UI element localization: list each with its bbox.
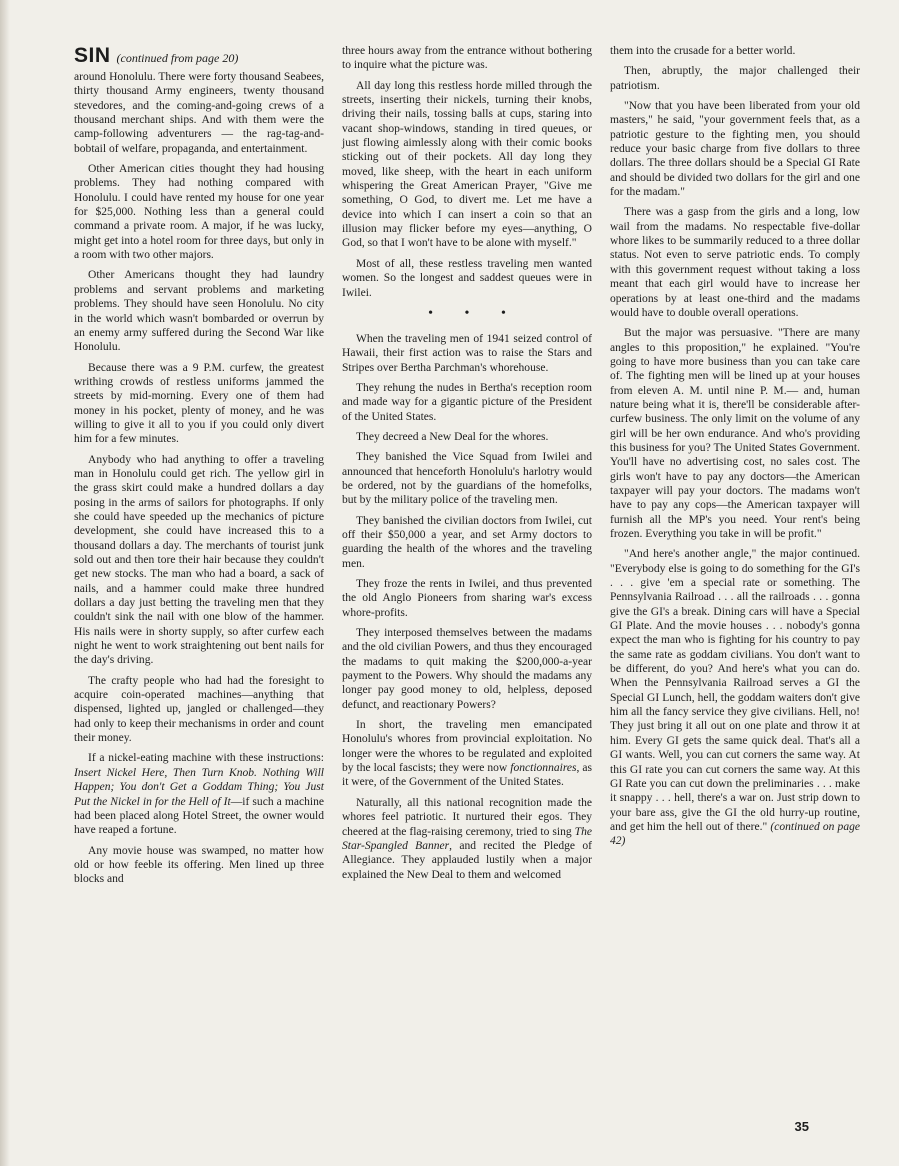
- paragraph: them into the crusade for a better world.: [610, 45, 796, 57]
- text-run: In short, the traveling men emancipated Honolulu's whores from provincial exploitation. No longer were the whores to be regulated and exploited by the local fascists; they were now: [342, 719, 592, 775]
- paragraph: Other Americans thought they had laundry problems and servant problems and marketing problems. They should have seen Honolulu. No city in the world which wasn't bombarded or overrun by an enemy army suffered during the Second War like Honolulu.: [74, 269, 324, 354]
- italic-text-run: The Star-Spangled Banner: [342, 825, 592, 852]
- page-gutter-shadow: [0, 0, 10, 1166]
- continued-on-note: (continued on page 42): [610, 820, 860, 848]
- paragraph: They rehung the nudes in Bertha's reception room and made way for a gigantic picture of the President of the United States.: [342, 381, 592, 423]
- paragraph: [74, 751, 324, 837]
- paragraph: three hours away from the entrance without bothering to inquire what the picture was.: [342, 45, 592, 72]
- paragraph: All day long this restless horde milled through the streets, inserting their nickels, turning their knobs, driving their nails, tossing balls at cups, staring into vacant shop-windows, standing in tired queues, or just flowing aimlessly along with their comic books sticking out of their pockets. All day long they moved, like sheep, with the heart in each uniform whispering the Great American Prayer, "Give me something, O God, to divert me. Let me have a device into which I can insert a coin so that an illusion may flicker before my eyes—anything, O God, so that I won't have to be alone with myself.": [342, 79, 592, 250]
- article-title: SIN: [74, 44, 111, 67]
- paragraph: Most of all, these restless traveling men wanted women. So the longest and saddest queues were in Iwilei.: [342, 257, 592, 299]
- paragraph: [610, 547, 860, 848]
- paragraph: They froze the rents in Iwilei, and thus prevented the old Anglo Pioneers from sharing war's excess whore-profits.: [342, 578, 592, 619]
- paragraph: Because there was a 9 P.M. curfew, the greatest writhing crowds of restless uniforms jammed the streets by mid-morning. Every one of them had money in his pocket, plenty of money, and he was willing to give it all to you if you could only divert him for a few minutes.: [74, 361, 324, 446]
- paragraph: When the traveling men of 1941 seized control of Hawaii, their first action was to raise the Stars and Stripes over Bertha Parchman's whorehouse.: [342, 332, 592, 374]
- section-break-dots: • • •: [428, 305, 520, 321]
- paragraph: They banished the Vice Squad from Iwilei and announced that henceforth Honolulu's harlotry would be ordered, not by the guardians of the homefolks, but by the military police of the traveling men.: [342, 451, 592, 507]
- paragraph: There was a gasp from the girls and a long, low wail from the madams. No respectable five-dollar whore likes to be summarily reduced to a three dollar status. Not even to serve patriotic ends. To comply with this government request without taking a loss meant that each girl would have to increase her operations by at least one-third and the madams would have to double overall operations.: [610, 206, 860, 319]
- paragraph: They banished the civilian doctors from Iwilei, cut off their $50,000 a year, and set Army doctors to guarding the health of the whores and the traveling men.: [342, 514, 592, 570]
- text-run: , and recited the Pledge of Allegiance. They applauded lustily when a major explained the New Deal to them and welcomed: [342, 839, 592, 881]
- paragraph: "Now that you have been liberated from your old masters," he said, "your government feels that, as a patriotic gesture to the fighting men, you should reduce your basic charge from five dollars to three dollars. The three dollars should be a Special GI Rate and should be divided two dollars for the girl and one for the madam.": [610, 100, 860, 199]
- column-3: [610, 44, 860, 893]
- paragraph: [342, 796, 592, 882]
- paragraph: around Honolulu. There were forty thousand Seabees, thirty thousand Army engineers, twenty thousand stevedores, and the coming-and-going crews of a thousand merchant ships. And with them were the camp-following adventurers — the rag-tag-and-bobtail of welfare, propaganda, and entertainment.: [74, 71, 324, 155]
- text-run: "And here's another angle," the major continued. "Everybody else is going to do something for the GI's . . . give 'em a special rate or something. The Pennsylvania Railroad . . . all the railroads . . . gonna give the GI's a break. Dining cars will have a Special GI Plate. And the movie houses . . . nobody's gonna expect the man who is fighting for his country to pay the same rate as goddam civilians. You don't want to be different, do you? And here's what you can do. When the Pennsylvania Railroad serves a GI the Special GI Lunch, hell, the goddam waiters don't give him all the fancy service they give civilians. Hell, no! They just bring it all out on one plate and throw it at him. Every GI gets the same quick deal. That's all a GI wants. Well, you can cut corners the same way. At this GI rate you can cut corners the same way. At this GI Rate you can cut down the preliminaries . . . make it snappy . . . hell, there's a war on. Just strip down to your bare ass, give the GI the old hurry-up routine, and get him the hell out of there.": [610, 548, 860, 833]
- column-2: [342, 44, 592, 893]
- paragraph: They interposed themselves between the madams and the old civilian Powers, and thus they encouraged the madams to quit making the $200,000-a-year payment to the Powers. Why should the madams any longer pay good money to old, helpless, deposed defunct, and reactionary Powers?: [342, 627, 592, 711]
- paragraph: Any movie house was swamped, no matter how old or how feeble its offering. Men lined up three blocks and: [74, 844, 324, 886]
- text-run: —if such a machine had been placed along Hotel Street, the owner would have reaped a fortune.: [74, 795, 324, 837]
- text-run: Naturally, all this national recognition made the whores feel patriotic. It nurtured their egos. They cheered at the flag-raising ceremony, tried to sing: [342, 796, 592, 838]
- paragraph: The crafty people who had had the foresight to acquire coin-operated machines—anything that dispensed, lighted up, jangled or challenged—they had only to keep their mechanisms in order and count their money.: [74, 674, 324, 745]
- italic-text-run: Insert Nickel Here, Then Turn Knob. Nothing Will Happen; You don't Get a Goddam Thing; You Just Put the Nickel in for the Hell of It: [74, 766, 324, 808]
- article-header: [74, 44, 324, 68]
- text-run: , as it were, of the Government of the United States.: [342, 762, 592, 789]
- paragraph: Other American cities thought they had housing problems. They had nothing compared with Honolulu. I could have rented my house for one year for $25,000. Nothing less than a general could command a private room. A major, if he was lucky, might get into a hotel room for three days, but only in a room with two other majors.: [74, 163, 324, 262]
- paragraph: Then, abruptly, the major challenged their patriotism.: [610, 65, 860, 92]
- text-run: If a nickel-eating machine with these instructions:: [88, 752, 324, 765]
- column-1: [74, 44, 324, 893]
- paragraph: Anybody who had anything to offer a traveling man in Honolulu could get rich. The yellow girl in the grass skirt could make a hundred dollars a day posing in the arms of sailors for photographs. If only she could have speeded up the mechanics of picture development, she could have increased this to a thousand dollars a day. The merchants of tourist junk sold out and then tore their hair because they couldn't get new stocks. The man who had a board, a sack of nails, and a hammer could make three hundred dollars a day just betting the traveling men that they couldn't sink the nail with one blow of the hammer. His nails were in shorty supply, so after curfew each night he went to work straightening out bent nails for the day's driving.: [74, 453, 324, 667]
- paragraph: But the major was persuasive. "There are many angles to this proposition," he explained. "You're going to have more business than you can take care of. The fighting men will be lined up at your houses from eleven A. M. until nine P. M.— and, human nature being what it is, there'll be considerable after-curfew business. The only limit on the volume of any girl will be her own endurance. And who's providing this business for you? The United States Government. You'll have no advertising cost, no sales cost. The girls won't have to pay any doctors—the American taxpayer will pay your doctors. The madams won't have to pay any cops—the American taxpayer will furnish all the MP's you need. Your rent's being frozen. Everything you take in will be profit.": [610, 327, 860, 540]
- paragraph: [342, 718, 592, 790]
- article-columns: [74, 44, 863, 893]
- italic-text-run: fonctionnaires: [510, 762, 577, 775]
- page-number: 35: [794, 1119, 809, 1134]
- continued-from-note: (continued from page 20): [116, 51, 239, 65]
- paragraph: They decreed a New Deal for the whores.: [356, 430, 549, 443]
